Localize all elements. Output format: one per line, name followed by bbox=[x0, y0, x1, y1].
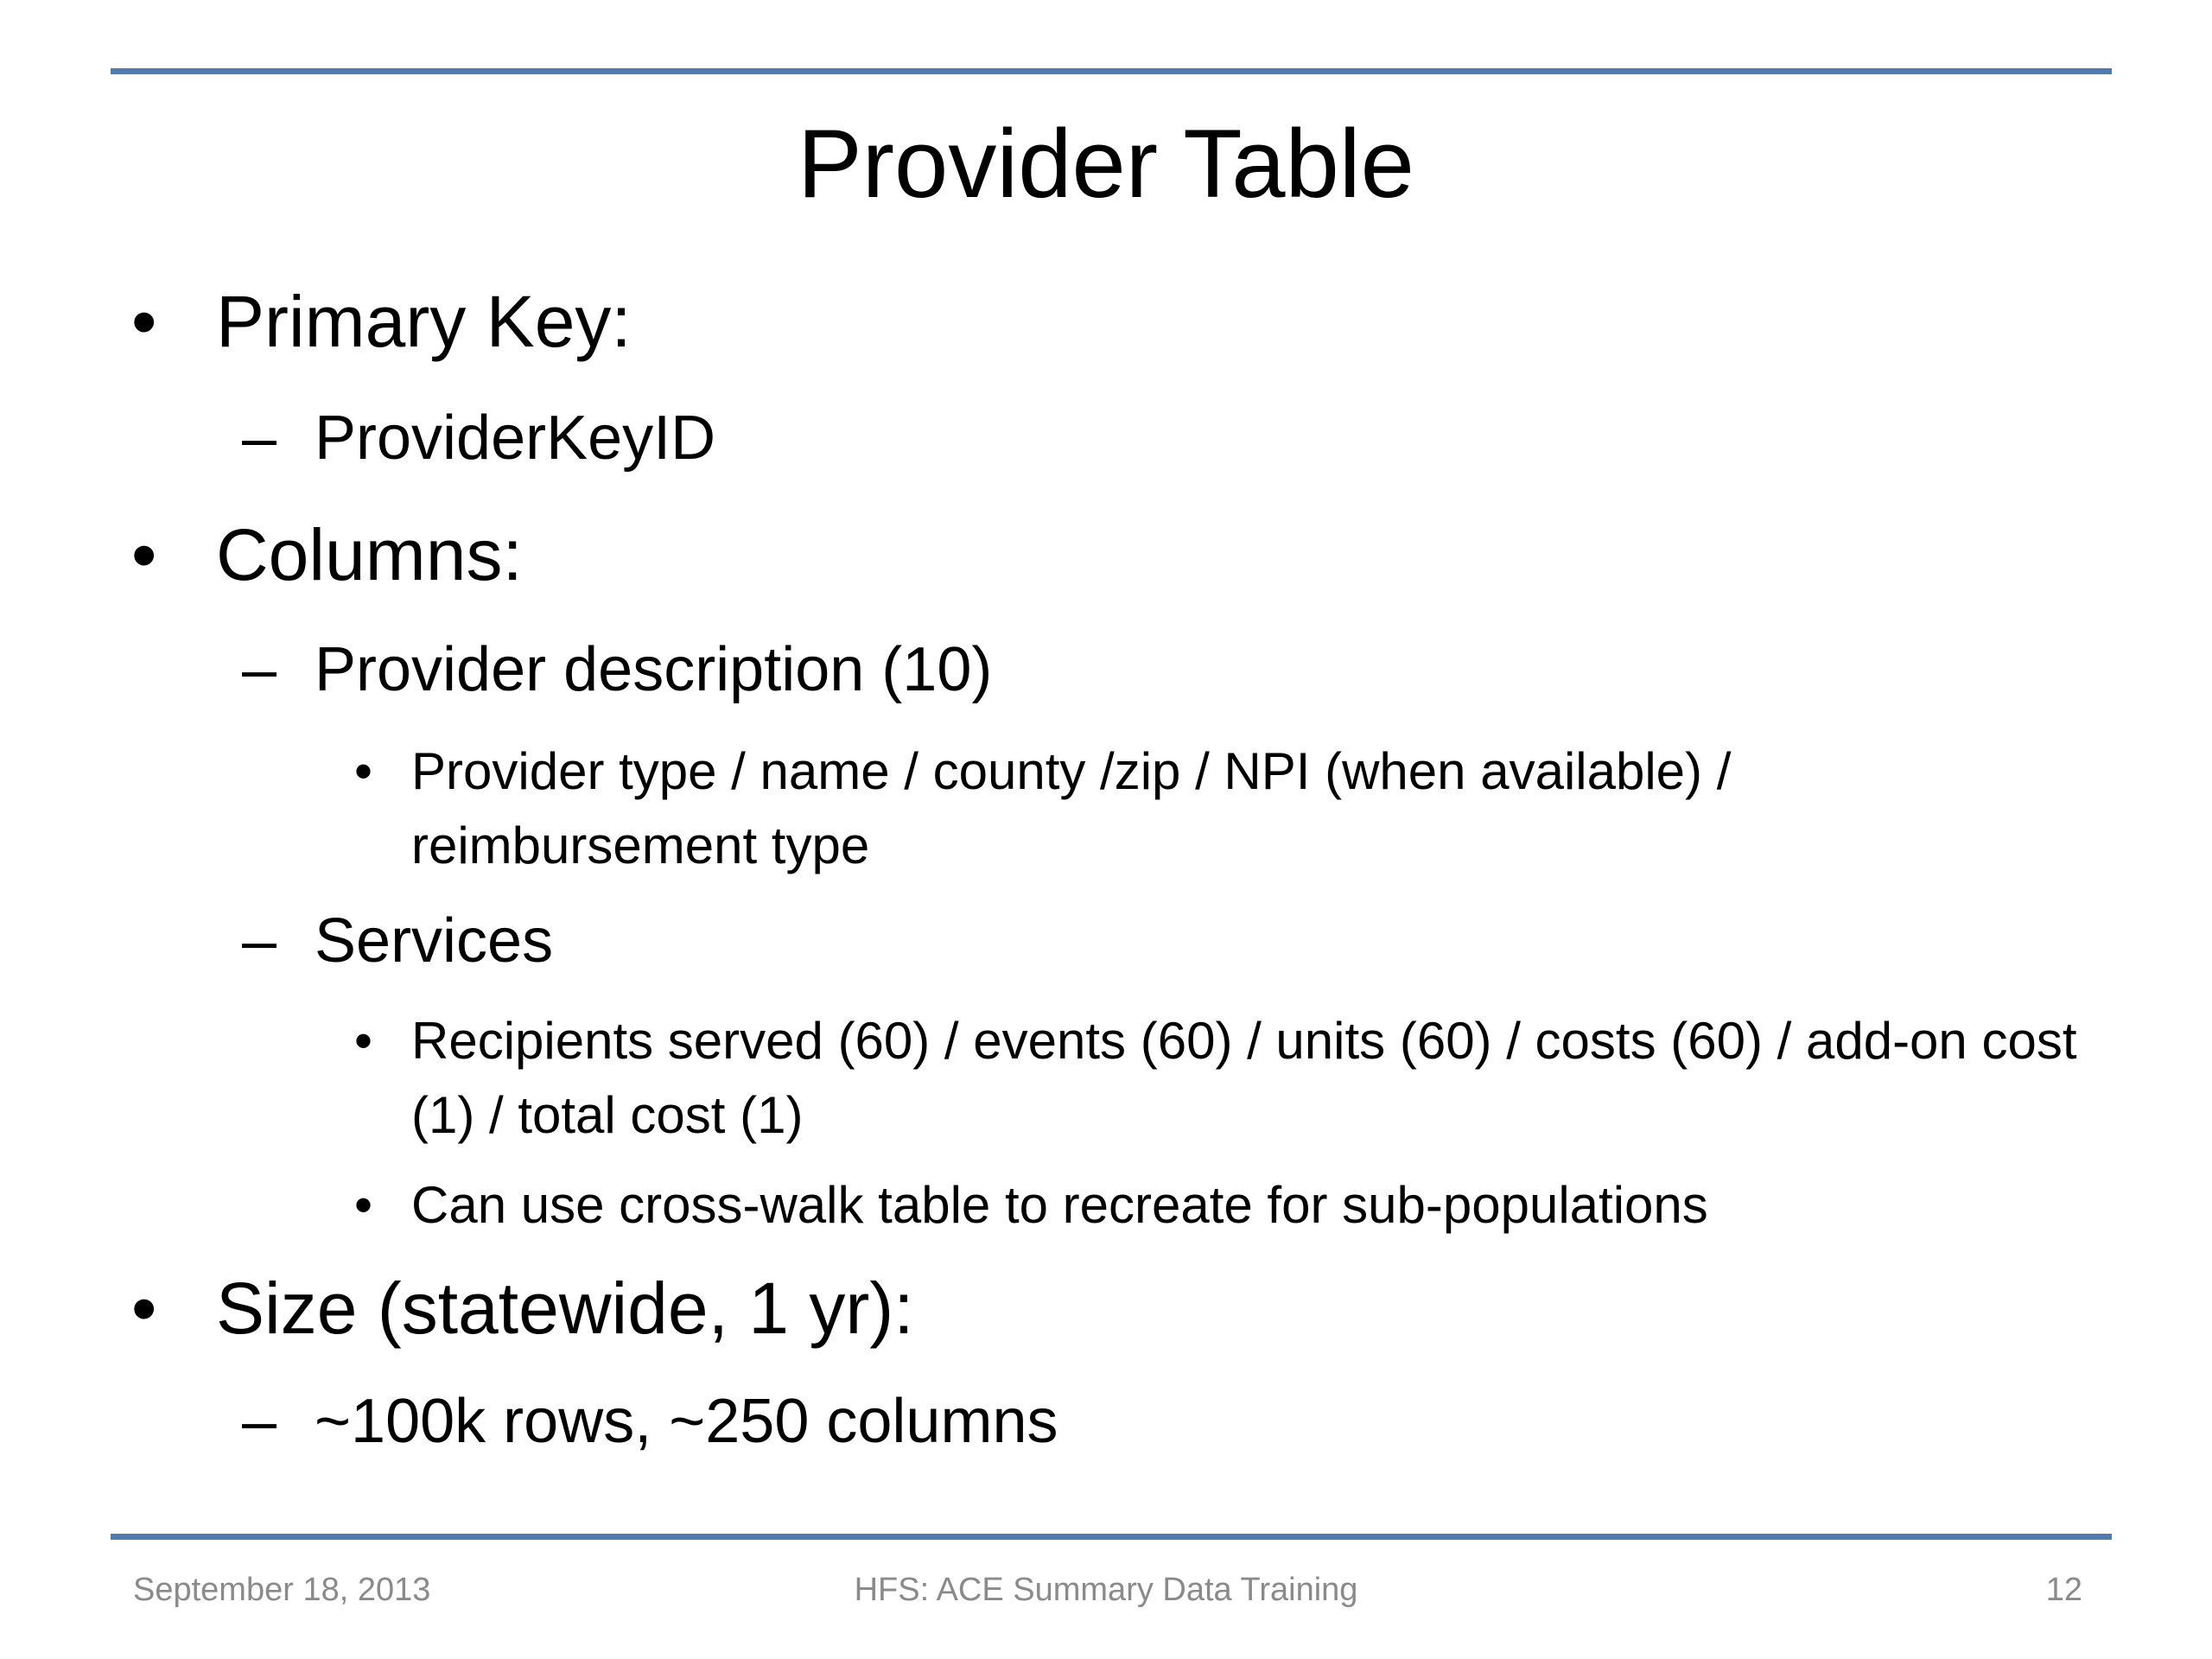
sub-item-services: Services bbox=[315, 906, 554, 976]
detail-provider-fields: Provider type / name / county /zip / NPI (when available) / reimbursement type bbox=[411, 742, 1732, 874]
bullet-marker: • bbox=[131, 1268, 157, 1349]
page-number: 12 bbox=[2045, 1572, 2082, 1608]
bullet-primary-key: Primary Key: bbox=[216, 281, 632, 362]
slide-title: Provider Table bbox=[798, 110, 1414, 218]
sub-bullet-marker: • bbox=[354, 742, 373, 800]
dash-marker: – bbox=[242, 1387, 277, 1456]
sub-bullet-marker: • bbox=[354, 1012, 373, 1070]
sub-item-provider-key-id: ProviderKeyID bbox=[315, 404, 716, 473]
bullet-marker: • bbox=[131, 514, 157, 595]
sub-item-size-rows-columns: ~100k rows, ~250 columns bbox=[315, 1387, 1058, 1456]
footer-date: September 18, 2013 bbox=[133, 1572, 431, 1608]
top-divider bbox=[111, 68, 2112, 74]
dash-marker: – bbox=[242, 635, 277, 704]
detail-cross-walk: Can use cross-walk table to recreate for sub-populations bbox=[411, 1176, 1708, 1234]
dash-marker: – bbox=[242, 404, 277, 473]
bullet-columns: Columns: bbox=[216, 514, 523, 595]
bottom-divider bbox=[111, 1534, 2112, 1540]
bullet-marker: • bbox=[131, 281, 157, 362]
detail-services-measures: Recipients served (60) / events (60) / units (60) / costs (60) / add-on cost (1) / total cost (1) bbox=[411, 1012, 2077, 1144]
dash-marker: – bbox=[242, 906, 277, 976]
footer-title: HFS: ACE Summary Data Training bbox=[854, 1572, 1358, 1608]
sub-bullet-marker: • bbox=[354, 1176, 373, 1234]
bullet-size: Size (statewide, 1 yr): bbox=[216, 1268, 914, 1349]
sub-item-provider-description: Provider description (10) bbox=[315, 635, 993, 704]
